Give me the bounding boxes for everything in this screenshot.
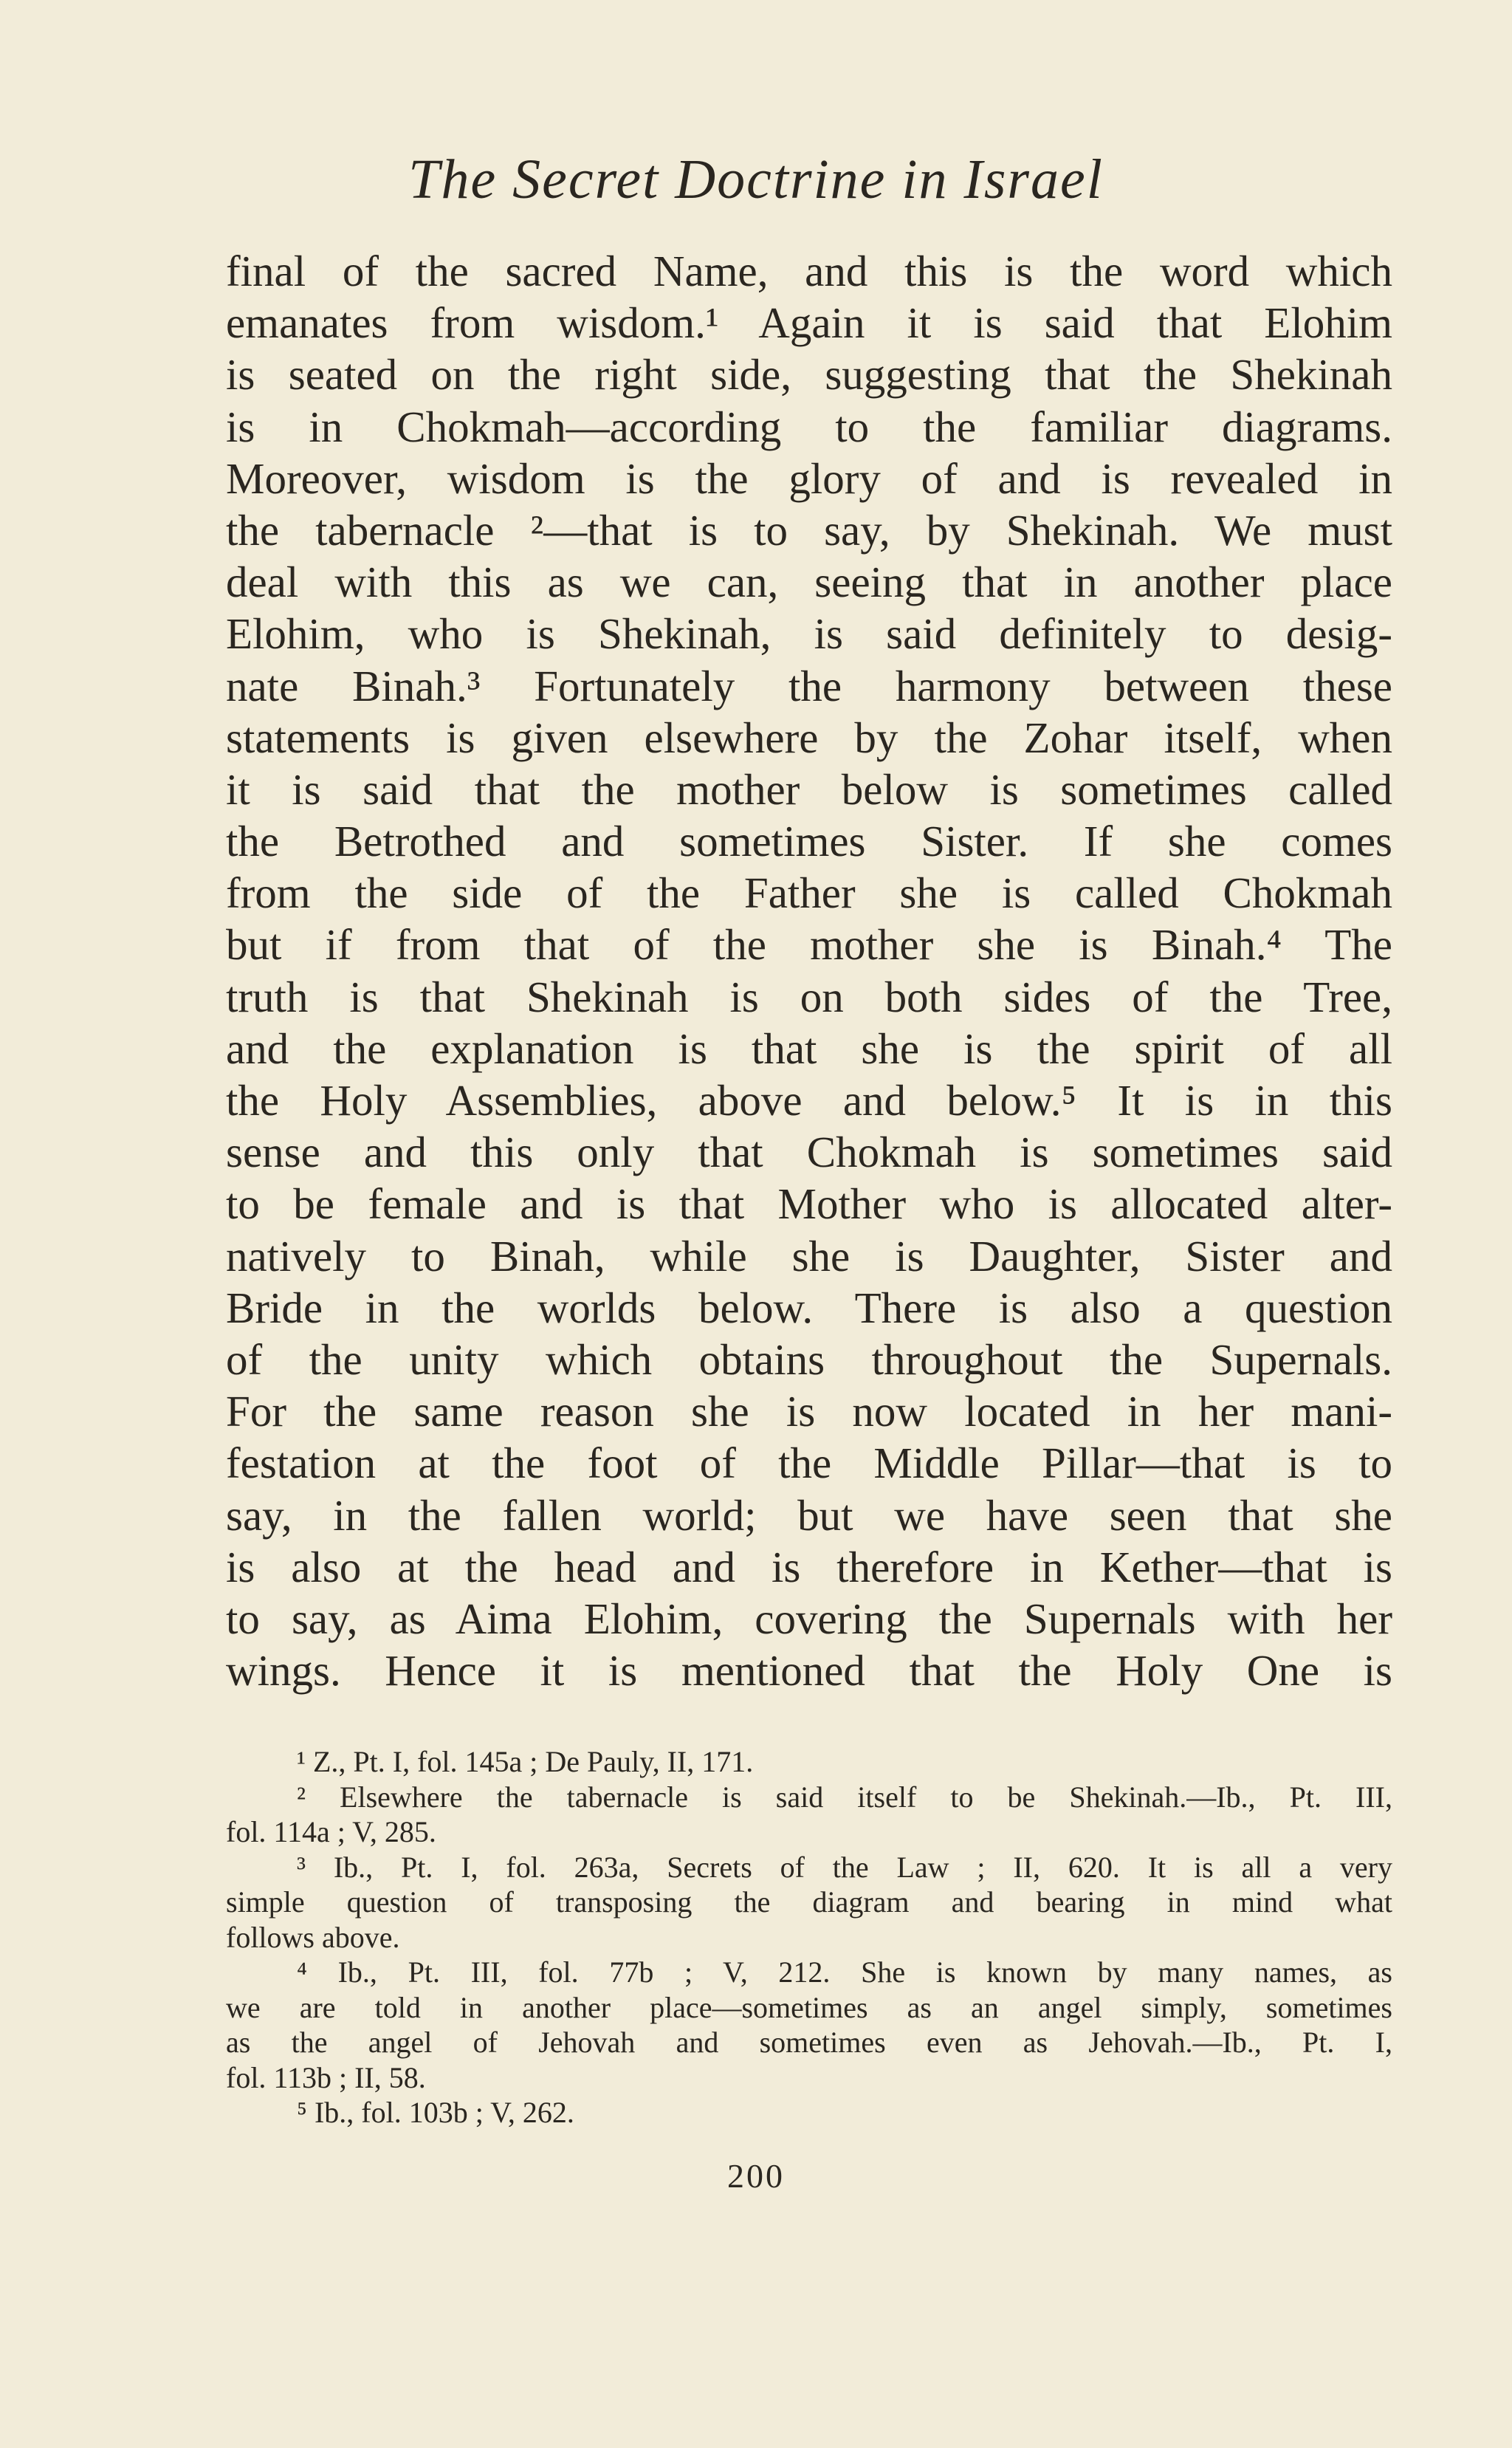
body-line: of the unity which obtains throughout the Supernals. — [226, 1334, 1392, 1384]
body-line: For the same reason she is now located in her mani- — [226, 1387, 1392, 1436]
body-line: natively to Binah, while she is Daughter, Sister and — [226, 1231, 1392, 1280]
footnote-1 — [226, 1744, 1392, 1780]
body-line: say, in the fallen world; but we have seen that she — [226, 1490, 1392, 1540]
body-line: is seated on the right side, suggesting that the Shekinah — [226, 350, 1392, 400]
footnote-line: fol. 113b ; II, 58. — [226, 2060, 426, 2094]
footnote-3 — [226, 1850, 1392, 1955]
body-line: it is said that the mother below is sometimes called — [226, 764, 1392, 814]
footnote-line: simple question of transposing the diagram and bearing in mind what — [226, 1885, 1392, 1919]
footnote-line: follows above. — [226, 1920, 400, 1954]
body-line: sense and this only that Chokmah is sometimes said — [226, 1128, 1392, 1177]
footnote-2 — [226, 1780, 1392, 1850]
body-line: festation at the foot of the Middle Pillar—that is to — [226, 1439, 1392, 1488]
body-line: statements is given elsewhere by the Zohar itself, when — [226, 713, 1392, 762]
body-line: Moreover, wisdom is the glory of and is revealed in — [226, 453, 1392, 503]
body-line: and the explanation is that she is the spirit of all — [226, 1024, 1392, 1073]
body-text — [226, 245, 1392, 1696]
page-number: 200 — [727, 2157, 785, 2195]
body-line: to say, as Aima Elohim, covering the Supernals with her — [226, 1594, 1392, 1643]
footnote-line: ¹ Z., Pt. I, fol. 145a ; De Pauly, II, 171. — [297, 1745, 754, 1778]
footnote-line: ² Elsewhere the tabernacle is said itself to be Shekinah.—Ib., Pt. III, — [297, 1780, 1392, 1814]
body-line: Bride in the worlds below. There is also a question — [226, 1283, 1392, 1332]
body-line: final of the sacred Name, and this is the word which — [226, 247, 1392, 295]
body-line: truth is that Shekinah is on both sides of the Tree, — [226, 972, 1392, 1021]
body-line: the tabernacle ²—that is to say, by Shekinah. We must — [226, 505, 1392, 555]
body-line: wings. Hence it is mentioned that the Holy One is — [226, 1646, 1392, 1696]
body-line: deal with this as we can, seeing that in another place — [226, 558, 1392, 607]
body-line: is also at the head and is therefore in Kether—that is — [226, 1542, 1392, 1591]
footnote-line: ⁴ Ib., Pt. III, fol. 77b ; V, 212. She is known by many names, as — [297, 1955, 1392, 1989]
body-line: to be female and is that Mother who is allocated alter- — [226, 1179, 1392, 1229]
footnote-line: we are told in another place—sometimes as an angel simply, sometimes — [226, 1990, 1392, 2024]
body-line: emanates from wisdom.¹ Again it is said that Elohim — [226, 298, 1392, 348]
body-line: is in Chokmah—according to the familiar diagrams. — [226, 402, 1392, 451]
body-line: from the side of the Father she is called Chokmah — [226, 868, 1392, 918]
footnote-4 — [226, 1955, 1392, 2095]
footnote-line: ⁵ Ib., fol. 103b ; V, 262. — [297, 2096, 574, 2129]
body-line: but if from that of the mother she is Binah.⁴ The — [226, 920, 1392, 970]
body-line: nate Binah.³ Fortunately the harmony between these — [226, 661, 1392, 710]
footnote-line: fol. 114a ; V, 285. — [226, 1815, 436, 1848]
footnotes — [226, 1744, 1392, 2130]
body-line: the Betrothed and sometimes Sister. If she comes — [226, 817, 1392, 866]
body-line: the Holy Assemblies, above and below.⁵ It is in this — [226, 1076, 1392, 1125]
body-line: Elohim, who is Shekinah, is said definitely to desig- — [226, 609, 1392, 659]
running-head: The Secret Doctrine in Israel — [408, 148, 1104, 210]
footnote-5 — [226, 2095, 1392, 2130]
footnote-line: as the angel of Jehovah and sometimes even as Jehovah.—Ib., Pt. I, — [226, 2026, 1392, 2059]
footnote-line: ³ Ib., Pt. I, fol. 263a, Secrets of the Law ; II, 620. It is all a very — [297, 1850, 1392, 1884]
